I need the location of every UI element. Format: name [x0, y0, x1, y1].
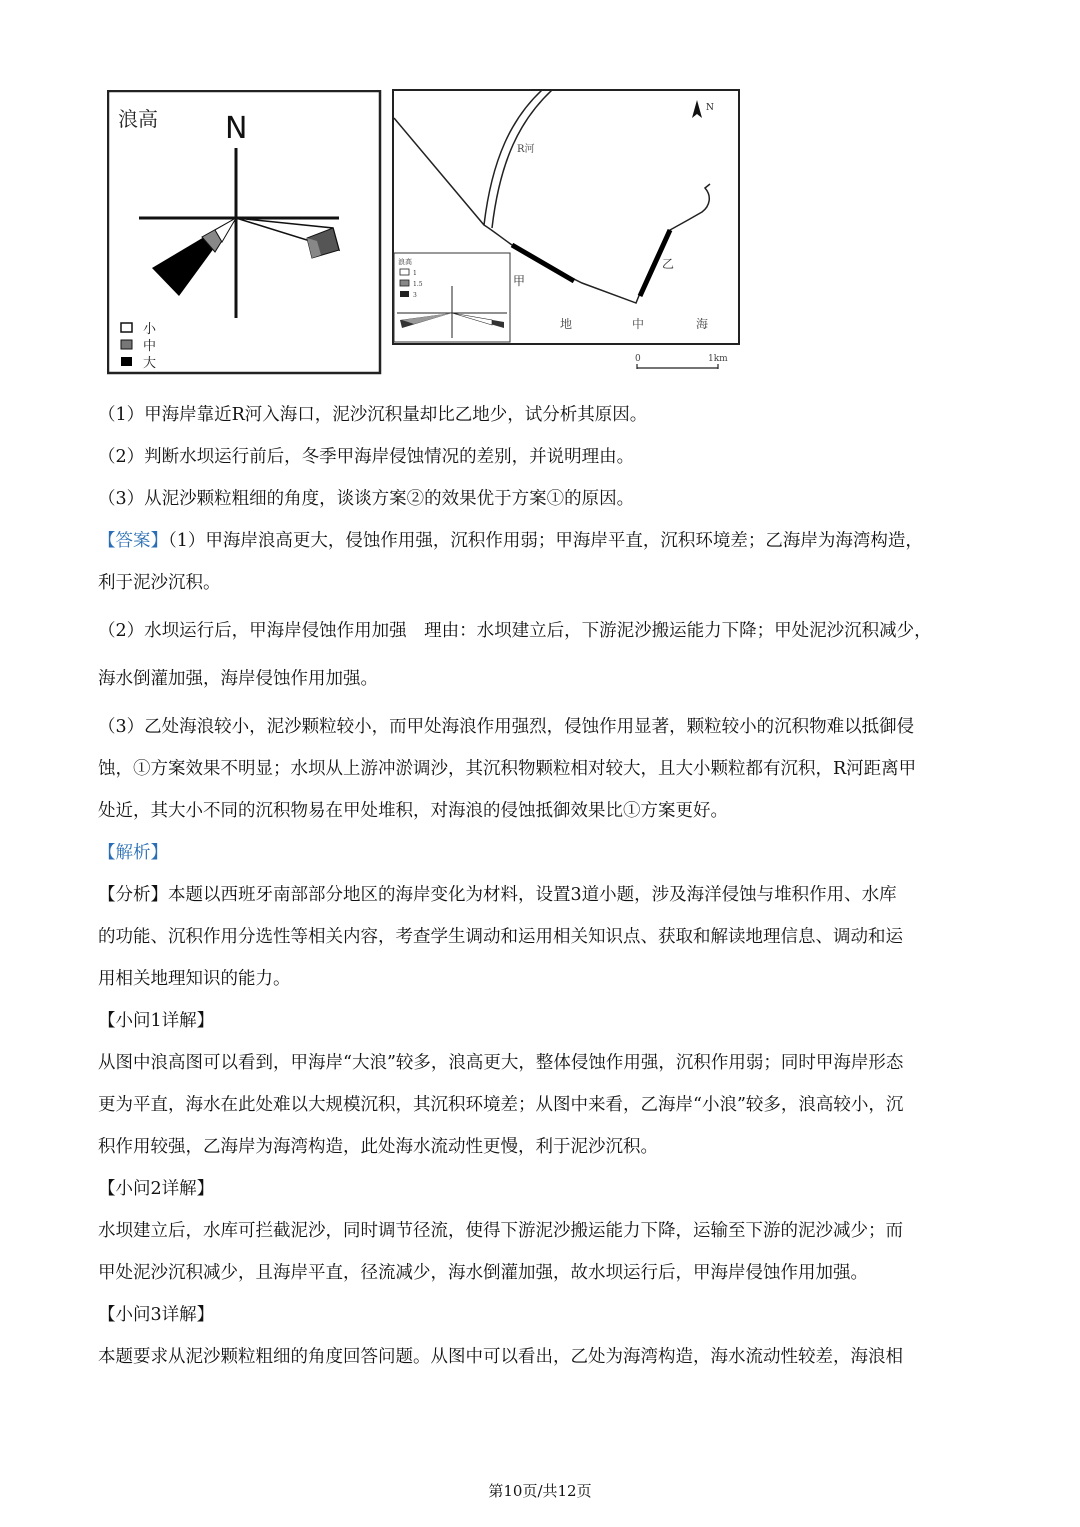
answer-2-line-1: （2）水坝运行后，甲海岸侵蚀作用加强 理由：水坝建立后，下游泥沙搬运能力下降；甲处泥沙沉积减少，	[98, 621, 932, 641]
q2-detail-title: 【小问2详解】	[98, 1179, 215, 1199]
inset-legend-1: 1	[413, 270, 417, 277]
q1-detail-line-1: 从图中浪高图可以看到，甲海岸“大浪”较多，浪高更大，整体侵蚀作用强，沉积作用弱；同时甲海岸形态	[98, 1053, 904, 1073]
question-1: （1）甲海岸靠近R河入海口，泥沙沉积量却比乙地少，试分析其原因。	[98, 405, 648, 425]
sea-char-2: 中	[632, 317, 645, 331]
analysis-summary-line-2: 的功能、沉积作用分选性等相关内容，考查学生调动和运用相关知识点、获取和解读地理信息、调动和运	[98, 927, 903, 947]
q2-detail-line-2: 甲处泥沙沉积减少，且海岸平直，径流减少，海水倒灌加强，故水坝运行后，甲海岸侵蚀作用加强。	[98, 1263, 868, 1283]
sea-char-3: 海	[696, 317, 709, 331]
coast-map-figure	[392, 88, 742, 378]
analysis-block	[98, 832, 988, 1378]
page-footer: 第10页/共12页	[488, 1482, 592, 1500]
rose-title: 浪高	[118, 107, 158, 131]
answer-3-line-3: 处近，其大小不同的沉积物易在甲处堆积，对海浪的侵蚀抵御效果比①方案更好。	[98, 801, 728, 821]
analysis-summary-line-3: 用相关地理知识的能力。	[98, 969, 291, 989]
answer-2-line-2: 海水倒灌加强，海岸侵蚀作用加强。	[98, 669, 378, 689]
legend-small: 小	[143, 322, 157, 337]
wave-height-rose-figure	[107, 90, 382, 375]
inset-legend-title: 浪高	[398, 258, 412, 266]
inset-legend-3: 3	[413, 292, 417, 299]
question-3: （3）从泥沙颗粒粗细的角度，谈谈方案②的效果优于方案①的原因。	[98, 489, 635, 509]
legend-medium: 中	[143, 339, 157, 354]
analysis-tag: 【解析】	[98, 843, 168, 863]
map-north-label: N	[706, 103, 714, 113]
label-yi: 乙	[662, 257, 675, 271]
map-scale-bar	[635, 354, 728, 369]
analysis-summary-line-1: 【分析】本题以西班牙南部部分地区的海岸变化为材料，设置3道小题，涉及海洋侵蚀与堆积作用、水库	[98, 885, 897, 905]
q1-detail-line-3: 积作用较强，乙海岸为海湾构造，此处海水流动性更慢，利于泥沙沉积。	[98, 1137, 658, 1157]
answer-3-line-1: （3）乙处海浪较小，泥沙颗粒较小，而甲处海浪作用强烈，侵蚀作用显著，颗粒较小的沉积物难以抵御侵	[98, 717, 915, 737]
scale-start: 0	[635, 354, 641, 364]
q3-detail-line-1: 本题要求从泥沙颗粒粗细的角度回答问题。从图中可以看出，乙处为海湾构造，海水流动性较差，海浪相	[98, 1347, 903, 1367]
answer-1-line-2: 利于泥沙沉积。	[98, 573, 221, 593]
q1-detail-line-2: 更为平直，海水在此处难以大规模沉积，其沉积环境差；从图中来看，乙海岸“小浪”较多，浪高较小，沉	[98, 1095, 904, 1115]
q2-detail-line-1: 水坝建立后，水库可拦截泥沙，同时调节径流，使得下游泥沙搬运能力下降，运输至下游的泥沙减少；而	[98, 1221, 903, 1241]
answer-3-line-2: 蚀，①方案效果不明显；水坝从上游冲淤调沙，其沉积物颗粒相对较大，且大小颗粒都有沉积，R河距离甲	[98, 759, 917, 779]
answer-tag: 【答案】	[98, 531, 168, 551]
label-jia: 甲	[513, 274, 526, 288]
legend-large: 大	[143, 356, 157, 371]
river-label: R河	[517, 144, 535, 155]
scale-end: 1km	[708, 354, 728, 364]
answer-block	[98, 520, 988, 832]
inset-wave-rose	[394, 253, 510, 342]
rose-north-label: N	[225, 111, 248, 146]
answer-1-line-1: （1）甲海岸浪高更大，侵蚀作用强，沉积作用弱；甲海岸平直，沉积环境差；乙海岸为海湾构造，	[168, 531, 923, 551]
q3-detail-title: 【小问3详解】	[98, 1305, 215, 1325]
sea-char-1: 地	[560, 317, 573, 331]
inset-legend-2: 1.5	[413, 281, 423, 288]
question-2: （2）判断水坝运行前后，冬季甲海岸侵蚀情况的差别，并说明理由。	[98, 447, 635, 467]
questions-block	[98, 394, 988, 520]
q1-detail-title: 【小问1详解】	[98, 1011, 215, 1031]
